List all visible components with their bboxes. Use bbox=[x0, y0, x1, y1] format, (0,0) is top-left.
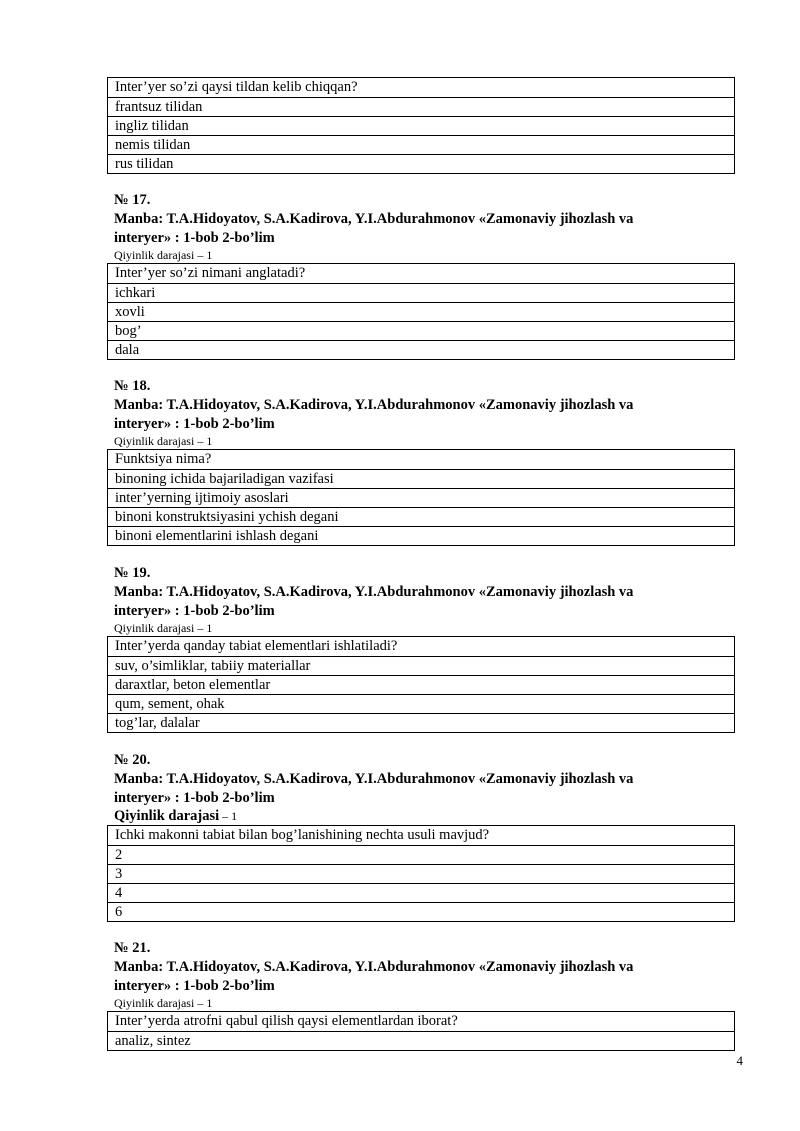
answer-option: xovli bbox=[108, 302, 734, 321]
source-line: Manba: T.A.Hidoyatov, S.A.Kadirova, Y.I.Abdurahmonov «Zamonaviy jihozlash va bbox=[114, 584, 634, 600]
question-text: Funktsiya nima? bbox=[115, 451, 212, 467]
difficulty-level bbox=[114, 996, 734, 1010]
question-17-header bbox=[114, 191, 734, 262]
difficulty-value: – 1 bbox=[194, 996, 213, 1010]
answer-option: analiz, sintez bbox=[108, 1031, 734, 1050]
question-number: № 17. bbox=[114, 192, 151, 208]
answer-option: binoni konstruktsiyasini ychish degani bbox=[108, 507, 734, 526]
answer-option: 3 bbox=[108, 864, 734, 883]
difficulty-label: Qiyinlik darajasi bbox=[114, 808, 220, 824]
answer-option: ingliz tilidan bbox=[108, 116, 734, 135]
source-line: interyer» : 1-bob 2-bo’lim bbox=[114, 978, 275, 994]
answer-option: binoning ichida bajariladigan vazifasi bbox=[108, 469, 734, 488]
answer-option: ichkari bbox=[108, 283, 734, 302]
difficulty-value: – 1 bbox=[194, 621, 213, 635]
question-18-table bbox=[107, 449, 735, 546]
answer-option: bog’ bbox=[108, 321, 734, 340]
difficulty-label: Qiyinlik darajasi bbox=[114, 434, 195, 448]
question-text: Inter’yerda atrofni qabul qilish qaysi elementlardan iborat? bbox=[115, 1013, 458, 1029]
answer-option: dala bbox=[108, 340, 734, 359]
source-line: interyer» : 1-bob 2-bo’lim bbox=[114, 230, 275, 246]
question-number: № 18. bbox=[114, 378, 151, 394]
answer-option: daraxtlar, beton elementlar bbox=[108, 675, 734, 694]
difficulty-level bbox=[114, 434, 734, 448]
question-17-table bbox=[107, 263, 735, 360]
answer-option: suv, o’simliklar, tabiiy materiallar bbox=[108, 656, 734, 675]
question-16-table bbox=[107, 77, 735, 174]
difficulty-value: – 1 bbox=[219, 809, 238, 823]
question-text: Inter’yerda qanday tabiat elementlari ishlatiladi? bbox=[115, 638, 398, 654]
question-21-header bbox=[114, 939, 734, 1010]
difficulty-level bbox=[114, 248, 734, 262]
difficulty-label: Qiyinlik darajasi bbox=[114, 248, 195, 262]
source-line: interyer» : 1-bob 2-bo’lim bbox=[114, 416, 275, 432]
question-19-table bbox=[107, 636, 735, 733]
question-text: Inter’yer so’zi nimani anglatadi? bbox=[115, 265, 306, 281]
answer-option: 6 bbox=[108, 902, 734, 921]
difficulty-value: – 1 bbox=[194, 434, 213, 448]
question-20-table bbox=[107, 825, 735, 922]
source-line: Manba: T.A.Hidoyatov, S.A.Kadirova, Y.I.Abdurahmonov «Zamonaviy jihozlash va bbox=[114, 211, 634, 227]
answer-option: frantsuz tilidan bbox=[108, 97, 734, 116]
source-line: Manba: T.A.Hidoyatov, S.A.Kadirova, Y.I.Abdurahmonov «Zamonaviy jihozlash va bbox=[114, 959, 634, 975]
source-line: interyer» : 1-bob 2-bo’lim bbox=[114, 603, 275, 619]
source-line: Manba: T.A.Hidoyatov, S.A.Kadirova, Y.I.Abdurahmonov «Zamonaviy jihozlash va bbox=[114, 771, 634, 787]
difficulty-value: – 1 bbox=[194, 248, 213, 262]
difficulty-level bbox=[114, 621, 734, 635]
answer-option: 2 bbox=[108, 845, 734, 864]
question-18-header bbox=[114, 377, 734, 448]
question-number: № 19. bbox=[114, 565, 151, 581]
source-line: interyer» : 1-bob 2-bo’lim bbox=[114, 790, 275, 806]
difficulty-label: Qiyinlik darajasi bbox=[114, 996, 195, 1010]
answer-option: tog’lar, dalalar bbox=[108, 713, 734, 732]
source-line: Manba: T.A.Hidoyatov, S.A.Kadirova, Y.I.Abdurahmonov «Zamonaviy jihozlash va bbox=[114, 397, 634, 413]
question-21-table bbox=[107, 1011, 735, 1051]
difficulty-level bbox=[114, 808, 734, 825]
question-text: Inter’yer so’zi qaysi tildan kelib chiqqan? bbox=[115, 79, 358, 95]
answer-option: inter’yerning ijtimoiy asoslari bbox=[108, 488, 734, 507]
answer-option: qum, sement, ohak bbox=[108, 694, 734, 713]
question-number: № 20. bbox=[114, 752, 151, 768]
answer-option: rus tilidan bbox=[108, 154, 734, 173]
question-number: № 21. bbox=[114, 940, 151, 956]
answer-option: nemis tilidan bbox=[108, 135, 734, 154]
question-19-header bbox=[114, 564, 734, 635]
page-number: 4 bbox=[736, 1053, 743, 1068]
question-20-header bbox=[114, 751, 734, 825]
question-text: Ichki makonni tabiat bilan bog’lanishining nechta usuli mavjud? bbox=[115, 827, 490, 843]
answer-option: binoni elementlarini ishlash degani bbox=[108, 526, 734, 545]
difficulty-label: Qiyinlik darajasi bbox=[114, 621, 195, 635]
answer-option: 4 bbox=[108, 883, 734, 902]
